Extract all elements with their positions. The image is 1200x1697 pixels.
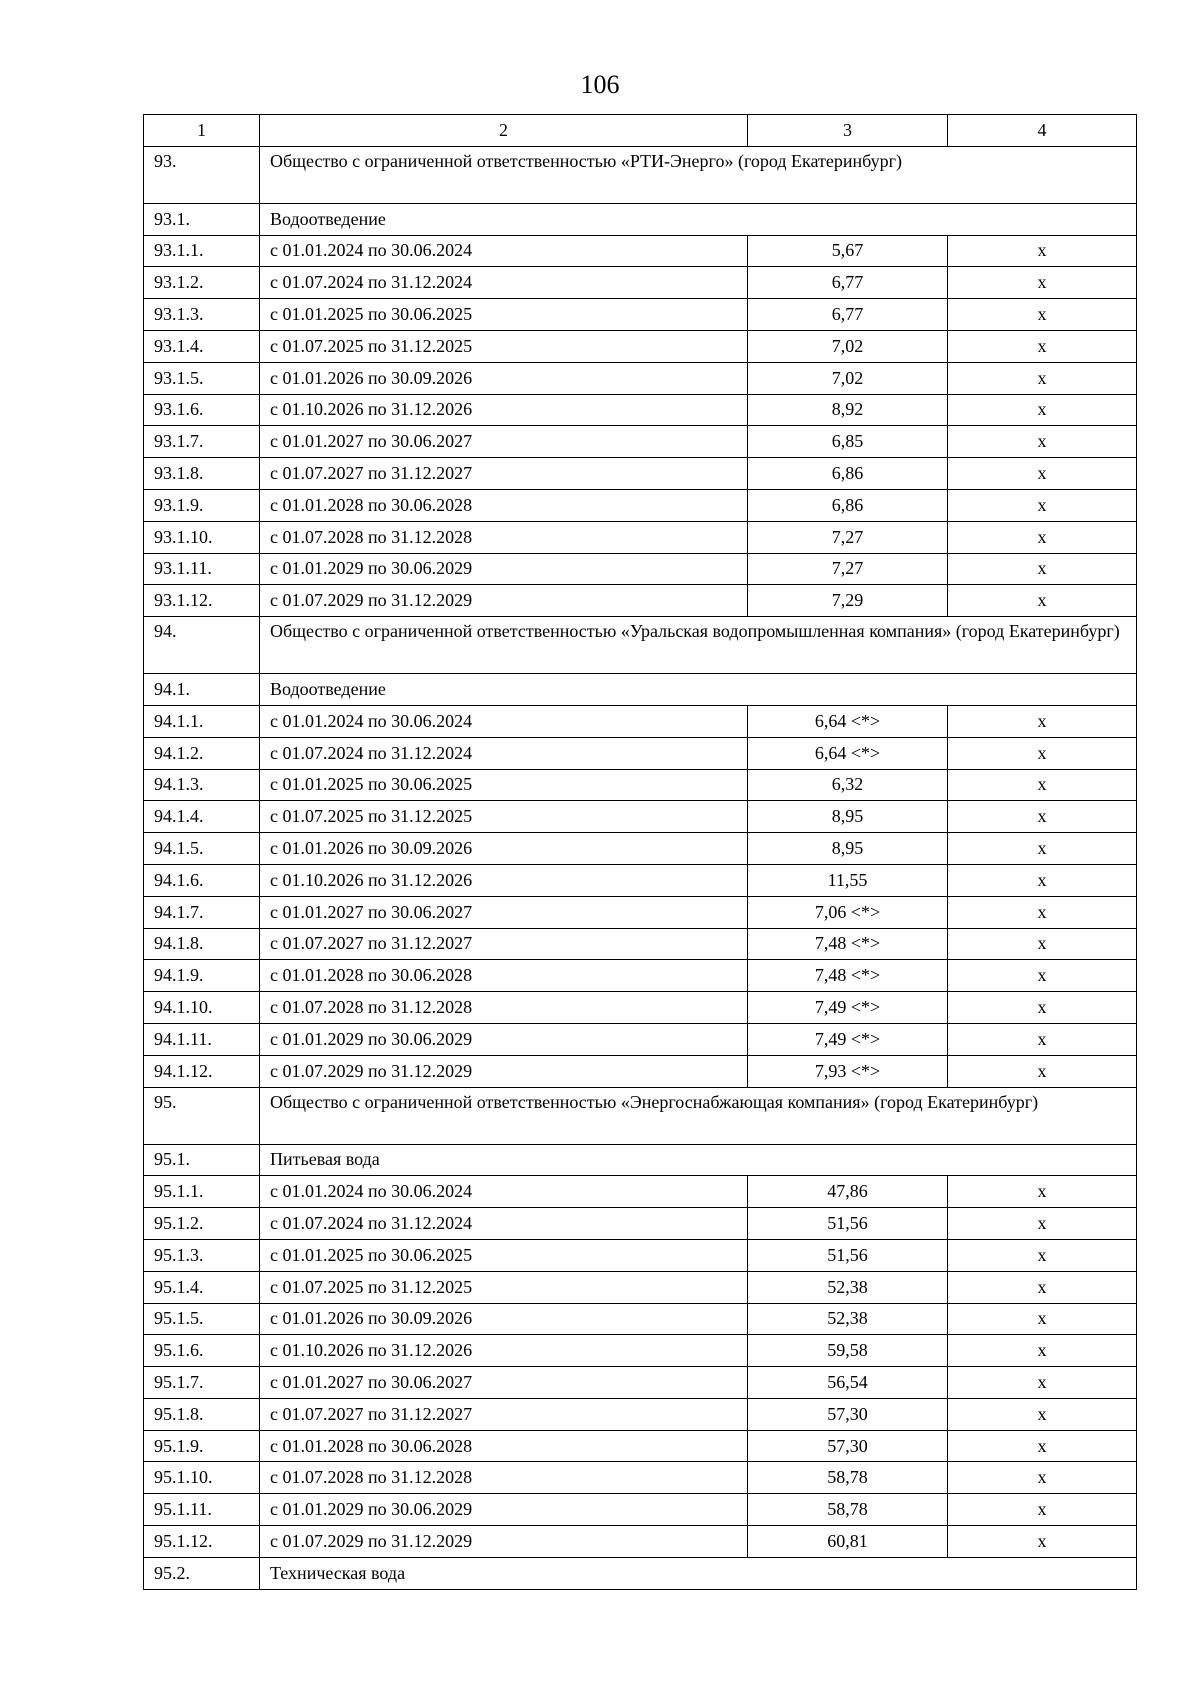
row-number-cell: 93.1.7. [144, 426, 260, 458]
service-row [144, 1144, 1137, 1176]
row-number-cell: 95.1.10. [144, 1462, 260, 1494]
service-name-cell: Техническая вода [260, 1557, 1137, 1589]
tariff-value-cell: 8,92 [748, 394, 948, 426]
row-number-cell: 95.1.3. [144, 1239, 260, 1271]
tariff-value-cell: 7,02 [748, 362, 948, 394]
column-4-cell: x [948, 235, 1137, 267]
table-row [144, 394, 1137, 426]
column-4-cell: x [948, 992, 1137, 1024]
row-number-cell: 95. [144, 1087, 260, 1144]
period-cell: с 01.01.2029 по 30.06.2029 [260, 553, 748, 585]
organization-name-cell: Общество с ограниченной ответственностью «Энергоснабжающая компания» (город Екатеринбург) [260, 1087, 1137, 1144]
organization-name-cell: Общество с ограниченной ответственностью «РТИ-Энерго» (город Екатеринбург) [260, 146, 1137, 203]
column-4-cell: x [948, 705, 1137, 737]
period-cell: с 01.07.2027 по 31.12.2027 [260, 458, 748, 490]
row-number-cell: 95.1.8. [144, 1398, 260, 1430]
column-4-cell: x [948, 896, 1137, 928]
organization-name-cell: Общество с ограниченной ответственностью «Уральская водопромышленная компания» (город Екатеринбург) [260, 617, 1137, 674]
row-number-cell: 95.1.4. [144, 1271, 260, 1303]
table-row [144, 960, 1137, 992]
period-cell: с 01.01.2026 по 30.09.2026 [260, 833, 748, 865]
row-number-cell: 94.1.8. [144, 928, 260, 960]
header-cell-1: 1 [144, 115, 260, 147]
period-cell: с 01.07.2028 по 31.12.2028 [260, 521, 748, 553]
service-name-cell: Водоотведение [260, 674, 1137, 706]
table-row [144, 1271, 1137, 1303]
row-number-cell: 94.1.12. [144, 1055, 260, 1087]
table-row [144, 896, 1137, 928]
column-4-cell: x [948, 1055, 1137, 1087]
row-number-cell: 94.1.4. [144, 801, 260, 833]
table-row [144, 769, 1137, 801]
table-row [144, 1494, 1137, 1526]
period-cell: с 01.01.2025 по 30.06.2025 [260, 299, 748, 331]
period-cell: с 01.07.2024 по 31.12.2024 [260, 737, 748, 769]
period-cell: с 01.01.2026 по 30.09.2026 [260, 362, 748, 394]
period-cell: с 01.01.2029 по 30.06.2029 [260, 1494, 748, 1526]
table-row [144, 1430, 1137, 1462]
period-cell: с 01.07.2028 по 31.12.2028 [260, 1462, 748, 1494]
tariff-value-cell: 57,30 [748, 1398, 948, 1430]
table-row [144, 1055, 1137, 1087]
column-4-cell: x [948, 585, 1137, 617]
period-cell: с 01.07.2024 по 31.12.2024 [260, 1208, 748, 1240]
tariff-value-cell: 7,48 <*> [748, 928, 948, 960]
tariff-value-cell: 6,64 <*> [748, 737, 948, 769]
period-cell: с 01.01.2025 по 30.06.2025 [260, 1239, 748, 1271]
tariff-value-cell: 6,85 [748, 426, 948, 458]
period-cell: с 01.01.2028 по 30.06.2028 [260, 489, 748, 521]
column-4-cell: x [948, 737, 1137, 769]
table-row [144, 1526, 1137, 1558]
table-row [144, 458, 1137, 490]
tariff-value-cell: 6,86 [748, 458, 948, 490]
column-4-cell: x [948, 928, 1137, 960]
column-4-cell: x [948, 769, 1137, 801]
tariff-value-cell: 5,67 [748, 235, 948, 267]
row-number-cell: 94.1.9. [144, 960, 260, 992]
service-name-cell: Питьевая вода [260, 1144, 1137, 1176]
column-4-cell: x [948, 1271, 1137, 1303]
column-4-cell: x [948, 960, 1137, 992]
row-number-cell: 93.1.2. [144, 267, 260, 299]
column-4-cell: x [948, 1239, 1137, 1271]
row-number-cell: 94.1.3. [144, 769, 260, 801]
table-row [144, 1367, 1137, 1399]
period-cell: с 01.01.2027 по 30.06.2027 [260, 1367, 748, 1399]
column-4-cell: x [948, 833, 1137, 865]
tariff-value-cell: 7,27 [748, 553, 948, 585]
row-number-cell: 93.1.6. [144, 394, 260, 426]
table-row [144, 801, 1137, 833]
column-4-cell: x [948, 1176, 1137, 1208]
tariff-value-cell: 7,93 <*> [748, 1055, 948, 1087]
column-4-cell: x [948, 362, 1137, 394]
row-number-cell: 95.2. [144, 1557, 260, 1589]
table-row [144, 299, 1137, 331]
table-row [144, 521, 1137, 553]
row-number-cell: 93.1.8. [144, 458, 260, 490]
period-cell: с 01.01.2028 по 30.06.2028 [260, 1430, 748, 1462]
row-number-cell: 95.1.5. [144, 1303, 260, 1335]
tariff-table [143, 114, 1137, 1590]
table-row [144, 267, 1137, 299]
table-row [144, 330, 1137, 362]
row-number-cell: 93.1.5. [144, 362, 260, 394]
row-number-cell: 95.1.6. [144, 1335, 260, 1367]
header-cell-2: 2 [260, 115, 748, 147]
tariff-value-cell: 51,56 [748, 1239, 948, 1271]
row-number-cell: 93.1.3. [144, 299, 260, 331]
period-cell: с 01.07.2028 по 31.12.2028 [260, 992, 748, 1024]
column-4-cell: x [948, 1023, 1137, 1055]
page-number: 106 [580, 70, 620, 99]
period-cell: с 01.01.2028 по 30.06.2028 [260, 960, 748, 992]
period-cell: с 01.07.2025 по 31.12.2025 [260, 1271, 748, 1303]
column-4-cell: x [948, 801, 1137, 833]
table-row [144, 833, 1137, 865]
period-cell: с 01.01.2029 по 30.06.2029 [260, 1023, 748, 1055]
period-cell: с 01.07.2027 по 31.12.2027 [260, 1398, 748, 1430]
tariff-value-cell: 7,49 <*> [748, 992, 948, 1024]
period-cell: с 01.07.2029 по 31.12.2029 [260, 1526, 748, 1558]
row-number-cell: 93.1.12. [144, 585, 260, 617]
organization-row [144, 617, 1137, 674]
column-4-cell: x [948, 1398, 1137, 1430]
row-number-cell: 94.1.5. [144, 833, 260, 865]
row-number-cell: 93.1.11. [144, 553, 260, 585]
tariff-value-cell: 58,78 [748, 1462, 948, 1494]
period-cell: с 01.07.2025 по 31.12.2025 [260, 330, 748, 362]
table-row [144, 1239, 1137, 1271]
period-cell: с 01.01.2024 по 30.06.2024 [260, 705, 748, 737]
column-4-cell: x [948, 299, 1137, 331]
tariff-value-cell: 6,64 <*> [748, 705, 948, 737]
table-row [144, 992, 1137, 1024]
table-header-row [144, 115, 1137, 147]
table-row [144, 1462, 1137, 1494]
tariff-value-cell: 56,54 [748, 1367, 948, 1399]
column-4-cell: x [948, 1494, 1137, 1526]
organization-row [144, 1087, 1137, 1144]
tariff-value-cell: 57,30 [748, 1430, 948, 1462]
header-cell-3: 3 [748, 115, 948, 147]
tariff-value-cell: 7,06 <*> [748, 896, 948, 928]
table-row [144, 1208, 1137, 1240]
row-number-cell: 95.1.7. [144, 1367, 260, 1399]
period-cell: с 01.01.2025 по 30.06.2025 [260, 769, 748, 801]
table-row [144, 553, 1137, 585]
row-number-cell: 93.1. [144, 203, 260, 235]
period-cell: с 01.10.2026 по 31.12.2026 [260, 1335, 748, 1367]
column-4-cell: x [948, 1462, 1137, 1494]
column-4-cell: x [948, 1335, 1137, 1367]
period-cell: с 01.07.2024 по 31.12.2024 [260, 267, 748, 299]
tariff-value-cell: 7,02 [748, 330, 948, 362]
table-row [144, 1335, 1137, 1367]
table-row [144, 705, 1137, 737]
row-number-cell: 95.1.2. [144, 1208, 260, 1240]
column-4-cell: x [948, 330, 1137, 362]
tariff-value-cell: 47,86 [748, 1176, 948, 1208]
row-number-cell: 94.1.1. [144, 705, 260, 737]
column-4-cell: x [948, 1303, 1137, 1335]
tariff-value-cell: 7,27 [748, 521, 948, 553]
column-4-cell: x [948, 458, 1137, 490]
column-4-cell: x [948, 489, 1137, 521]
table-row [144, 489, 1137, 521]
period-cell: с 01.07.2029 по 31.12.2029 [260, 1055, 748, 1087]
organization-row [144, 146, 1137, 203]
table-row [144, 235, 1137, 267]
tariff-value-cell: 52,38 [748, 1303, 948, 1335]
column-4-cell: x [948, 864, 1137, 896]
tariff-value-cell: 7,48 <*> [748, 960, 948, 992]
row-number-cell: 94.1. [144, 674, 260, 706]
tariff-value-cell: 6,77 [748, 299, 948, 331]
column-4-cell: x [948, 394, 1137, 426]
table-row [144, 928, 1137, 960]
table-row [144, 737, 1137, 769]
tariff-value-cell: 51,56 [748, 1208, 948, 1240]
tariff-value-cell: 7,49 <*> [748, 1023, 948, 1055]
table-row [144, 1303, 1137, 1335]
column-4-cell: x [948, 1430, 1137, 1462]
period-cell: с 01.10.2026 по 31.12.2026 [260, 864, 748, 896]
row-number-cell: 93.1.10. [144, 521, 260, 553]
row-number-cell: 94.1.2. [144, 737, 260, 769]
tariff-value-cell: 6,77 [748, 267, 948, 299]
row-number-cell: 94.1.11. [144, 1023, 260, 1055]
period-cell: с 01.01.2024 по 30.06.2024 [260, 1176, 748, 1208]
row-number-cell: 95.1.12. [144, 1526, 260, 1558]
row-number-cell: 94.1.6. [144, 864, 260, 896]
row-number-cell: 95.1.11. [144, 1494, 260, 1526]
tariff-value-cell: 60,81 [748, 1526, 948, 1558]
row-number-cell: 95.1.1. [144, 1176, 260, 1208]
row-number-cell: 94.1.7. [144, 896, 260, 928]
service-row [144, 1557, 1137, 1589]
period-cell: с 01.01.2027 по 30.06.2027 [260, 426, 748, 458]
period-cell: с 01.07.2029 по 31.12.2029 [260, 585, 748, 617]
service-name-cell: Водоотведение [260, 203, 1137, 235]
row-number-cell: 94. [144, 617, 260, 674]
column-4-cell: x [948, 1367, 1137, 1399]
period-cell: с 01.07.2025 по 31.12.2025 [260, 801, 748, 833]
service-row [144, 674, 1137, 706]
service-row [144, 203, 1137, 235]
period-cell: с 01.07.2027 по 31.12.2027 [260, 928, 748, 960]
period-cell: с 01.01.2024 по 30.06.2024 [260, 235, 748, 267]
table-row [144, 864, 1137, 896]
tariff-value-cell: 59,58 [748, 1335, 948, 1367]
period-cell: с 01.01.2027 по 30.06.2027 [260, 896, 748, 928]
column-4-cell: x [948, 267, 1137, 299]
row-number-cell: 95.1.9. [144, 1430, 260, 1462]
tariff-value-cell: 8,95 [748, 801, 948, 833]
tariff-value-cell: 6,86 [748, 489, 948, 521]
row-number-cell: 93.1.4. [144, 330, 260, 362]
column-4-cell: x [948, 1526, 1137, 1558]
table-row [144, 1176, 1137, 1208]
row-number-cell: 95.1. [144, 1144, 260, 1176]
table-row [144, 426, 1137, 458]
tariff-value-cell: 58,78 [748, 1494, 948, 1526]
table-row [144, 1398, 1137, 1430]
period-cell: с 01.10.2026 по 31.12.2026 [260, 394, 748, 426]
tariff-value-cell: 52,38 [748, 1271, 948, 1303]
table-row [144, 1023, 1137, 1055]
row-number-cell: 93. [144, 146, 260, 203]
tariff-value-cell: 7,29 [748, 585, 948, 617]
header-cell-4: 4 [948, 115, 1137, 147]
tariff-value-cell: 11,55 [748, 864, 948, 896]
column-4-cell: x [948, 426, 1137, 458]
table-row [144, 362, 1137, 394]
period-cell: с 01.01.2026 по 30.09.2026 [260, 1303, 748, 1335]
table-row [144, 585, 1137, 617]
column-4-cell: x [948, 1208, 1137, 1240]
row-number-cell: 93.1.9. [144, 489, 260, 521]
column-4-cell: x [948, 553, 1137, 585]
tariff-value-cell: 6,32 [748, 769, 948, 801]
row-number-cell: 93.1.1. [144, 235, 260, 267]
column-4-cell: x [948, 521, 1137, 553]
row-number-cell: 94.1.10. [144, 992, 260, 1024]
tariff-value-cell: 8,95 [748, 833, 948, 865]
